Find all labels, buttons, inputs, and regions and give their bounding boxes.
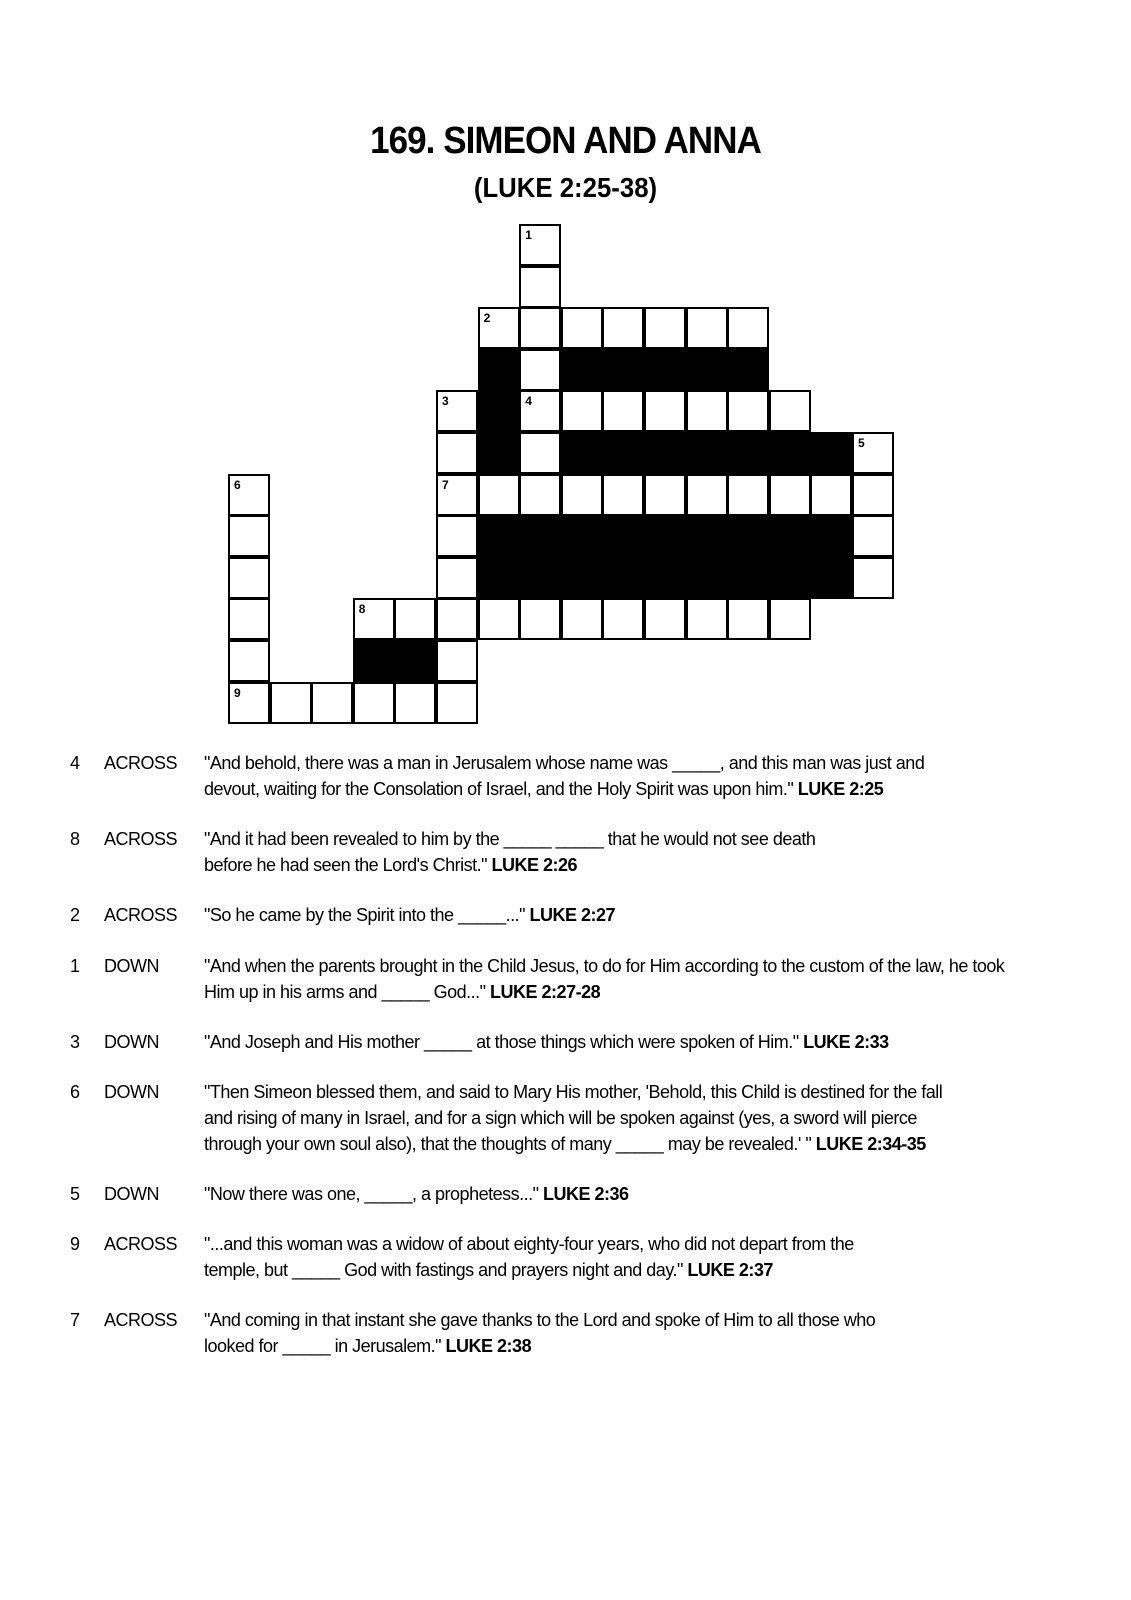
grid-cell-black (602, 349, 644, 391)
grid-cell-black (727, 432, 769, 474)
grid-cell-black (727, 349, 769, 391)
grid-cell[interactable] (478, 474, 520, 516)
grid-cell-number: 8 (358, 602, 366, 617)
grid-cell[interactable] (686, 598, 728, 640)
grid-cell[interactable] (228, 598, 270, 640)
grid-cell[interactable] (852, 557, 894, 599)
grid-cell-number: 9 (234, 685, 241, 700)
clue-number: 1 (70, 956, 80, 976)
grid-cell[interactable] (436, 557, 478, 599)
grid-cell-black (478, 390, 520, 432)
grid-cell[interactable] (228, 557, 270, 599)
grid-cell[interactable] (519, 349, 561, 391)
clue-text (204, 1307, 1084, 1359)
clue-line: "Now there was one, _____, a prophetess..." (204, 1184, 539, 1204)
grid-cell[interactable] (519, 307, 561, 349)
clue-direction: DOWN (104, 1184, 159, 1204)
clue-line: "And Joseph and His mother _____ at those things which were spoken of Him." (204, 1032, 799, 1052)
grid-cell[interactable] (311, 682, 353, 724)
grid-cell[interactable] (644, 598, 686, 640)
grid-cell[interactable] (852, 474, 894, 516)
clue-line: through your own soul also), that the thoughts of many _____ may be revealed.' " (204, 1134, 812, 1154)
clue-number: 2 (70, 905, 80, 925)
grid-cell[interactable] (686, 474, 728, 516)
grid-cell[interactable] (727, 307, 769, 349)
grid-cell[interactable] (519, 390, 561, 432)
clue-line: Him up in his arms and _____ God..." (204, 982, 486, 1002)
grid-cell-black (644, 557, 686, 599)
grid-cell[interactable] (602, 598, 644, 640)
clue-line: "So he came by the Spirit into the _____..." (204, 905, 525, 925)
grid-cell[interactable] (602, 307, 644, 349)
grid-cell-black (686, 557, 728, 599)
clue-direction: DOWN (104, 1082, 159, 1102)
clue-text (204, 1181, 1084, 1207)
grid-cell[interactable] (228, 474, 270, 516)
grid-cell[interactable] (519, 474, 561, 516)
grid-cell-number: 2 (483, 311, 491, 326)
clue-line: "And behold, there was a man in Jerusalem whose name was _____, and this man was just and (204, 753, 925, 773)
grid-cell-black (727, 515, 769, 557)
clue-line: "...and this woman was a widow of about eighty-four years, who did not depart from the (204, 1234, 854, 1254)
clue-line: "Then Simeon blessed them, and said to Mary His mother, 'Behold, this Child is destined for the fall (204, 1082, 943, 1102)
grid-cell[interactable] (394, 598, 436, 640)
grid-cell[interactable] (769, 474, 811, 516)
grid-cell-black (727, 557, 769, 599)
clue-text (204, 750, 1084, 802)
grid-cell-black (561, 557, 603, 599)
grid-cell-black (519, 515, 561, 557)
grid-cell-black (644, 515, 686, 557)
grid-cell[interactable] (727, 390, 769, 432)
grid-cell-black (561, 349, 603, 391)
grid-cell[interactable] (686, 390, 728, 432)
page-subtitle: (LUKE 2:25-38) (473, 172, 658, 203)
grid-cell-black (353, 640, 395, 682)
grid-cell[interactable] (561, 307, 603, 349)
clue-reference: LUKE 2:27-28 (485, 982, 601, 1002)
grid-cell-black (686, 349, 728, 391)
clue-direction: ACROSS (104, 1310, 178, 1330)
grid-cell-number: 4 (525, 394, 532, 409)
clue-reference: LUKE 2:33 (798, 1032, 889, 1052)
grid-cell-number: 7 (442, 477, 449, 492)
clue-direction: DOWN (104, 1032, 159, 1052)
grid-cell-black (686, 515, 728, 557)
grid-cell-number: 3 (442, 394, 449, 409)
clue-reference: LUKE 2:26 (487, 855, 578, 875)
grid-cell-black (810, 515, 852, 557)
grid-cell[interactable] (436, 682, 478, 724)
grid-cell[interactable] (519, 266, 561, 308)
grid-cell[interactable] (561, 598, 603, 640)
clue-reference: LUKE 2:25 (793, 779, 884, 799)
grid-cell[interactable] (644, 390, 686, 432)
grid-cell-black (769, 515, 811, 557)
grid-cell-black (644, 432, 686, 474)
grid-cell-black (561, 515, 603, 557)
grid-cell[interactable] (478, 598, 520, 640)
grid-cell[interactable] (228, 682, 270, 724)
clue-number: 5 (70, 1184, 80, 1204)
grid-cell[interactable] (561, 390, 603, 432)
clue-line: temple, but _____ God with fastings and prayers night and day." (204, 1260, 683, 1280)
grid-cell[interactable] (644, 474, 686, 516)
grid-cell-black (686, 432, 728, 474)
grid-cell[interactable] (602, 474, 644, 516)
grid-cell[interactable] (519, 432, 561, 474)
grid-cell[interactable] (270, 682, 312, 724)
clue-reference: LUKE 2:38 (441, 1336, 532, 1356)
grid-cell-black (810, 557, 852, 599)
clue-line: "And coming in that instant she gave thanks to the Lord and spoke of Him to all those who (204, 1310, 876, 1330)
clue-number: 8 (70, 829, 80, 849)
clue-direction: ACROSS (104, 753, 178, 773)
clue-text (204, 826, 1084, 878)
clue-direction: ACROSS (104, 829, 178, 849)
grid-cell-black (769, 557, 811, 599)
grid-cell[interactable] (228, 515, 270, 557)
clue-text (204, 1029, 1084, 1055)
clue-text (204, 902, 1084, 928)
grid-cell[interactable] (852, 515, 894, 557)
grid-cell[interactable] (353, 598, 395, 640)
grid-cell[interactable] (394, 682, 436, 724)
clue-direction: ACROSS (104, 905, 178, 925)
grid-cell-black (644, 349, 686, 391)
grid-cell[interactable] (228, 640, 270, 682)
grid-cell[interactable] (436, 432, 478, 474)
grid-cell[interactable] (436, 390, 478, 432)
grid-cell[interactable] (727, 474, 769, 516)
grid-cell-black (769, 432, 811, 474)
clue-line: before he had seen the Lord's Christ." (204, 855, 488, 875)
grid-cell[interactable] (353, 682, 395, 724)
grid-cell[interactable] (644, 307, 686, 349)
grid-cell-black (519, 557, 561, 599)
grid-cell-black (561, 432, 603, 474)
grid-cell[interactable] (561, 474, 603, 516)
grid-cell-number: 5 (858, 436, 865, 450)
clue-text (204, 1231, 1084, 1283)
clue-direction: DOWN (104, 956, 159, 976)
grid-cell[interactable] (686, 307, 728, 349)
page-title: 169. SIMEON AND ANNA (370, 120, 761, 162)
clue-text (204, 1079, 1084, 1157)
clue-line: and rising of many in Israel, and for a sign which will be spoken against (yes, a sword will pierce (204, 1108, 917, 1128)
grid-cell[interactable] (602, 390, 644, 432)
clue-reference: LUKE 2:36 (538, 1184, 629, 1204)
grid-cell[interactable] (436, 640, 478, 682)
grid-cell-black (602, 432, 644, 474)
grid-cell[interactable] (810, 474, 852, 516)
grid-cell[interactable] (436, 474, 478, 516)
clue-text (204, 953, 1084, 1005)
grid-cell[interactable] (519, 224, 561, 266)
clue-number: 9 (70, 1234, 80, 1254)
grid-cell-black (478, 557, 520, 599)
clue-number: 7 (70, 1310, 80, 1330)
grid-cell-number: 1 (525, 228, 532, 242)
grid-cell[interactable] (519, 598, 561, 640)
grid-cell[interactable] (769, 598, 811, 640)
grid-cell[interactable] (436, 598, 478, 640)
clue-reference: LUKE 2:34-35 (811, 1134, 926, 1154)
grid-cell[interactable] (727, 598, 769, 640)
clue-reference: LUKE 2:27 (524, 905, 616, 925)
clue-line: "And when the parents brought in the Child Jesus, to do for Him according to the custom of the law, he took (204, 956, 1005, 976)
clue-line: looked for _____ in Jerusalem." (204, 1336, 442, 1356)
grid-cell-black (602, 515, 644, 557)
grid-cell-black (602, 557, 644, 599)
grid-cell[interactable] (478, 307, 520, 349)
grid-cell-black (478, 349, 520, 391)
grid-cell-black (478, 432, 520, 474)
grid-cell-black (810, 432, 852, 474)
grid-cell[interactable] (436, 515, 478, 557)
grid-cell[interactable] (769, 390, 811, 432)
clue-number: 3 (70, 1032, 80, 1052)
grid-cell-number: 6 (234, 477, 241, 492)
clue-number: 4 (70, 753, 80, 773)
crossword-grid (0, 0, 1131, 760)
clue-number: 6 (70, 1082, 80, 1102)
grid-cell[interactable] (852, 432, 894, 474)
clue-line: devout, waiting for the Consolation of Israel, and the Holy Spirit was upon him." (204, 779, 794, 799)
clue-direction: ACROSS (104, 1234, 178, 1254)
grid-cell-black (478, 515, 520, 557)
grid-cell-black (394, 640, 436, 682)
clue-reference: LUKE 2:37 (682, 1260, 773, 1280)
clue-line: "And it had been revealed to him by the _____ _____ that he would not see death (204, 829, 816, 849)
